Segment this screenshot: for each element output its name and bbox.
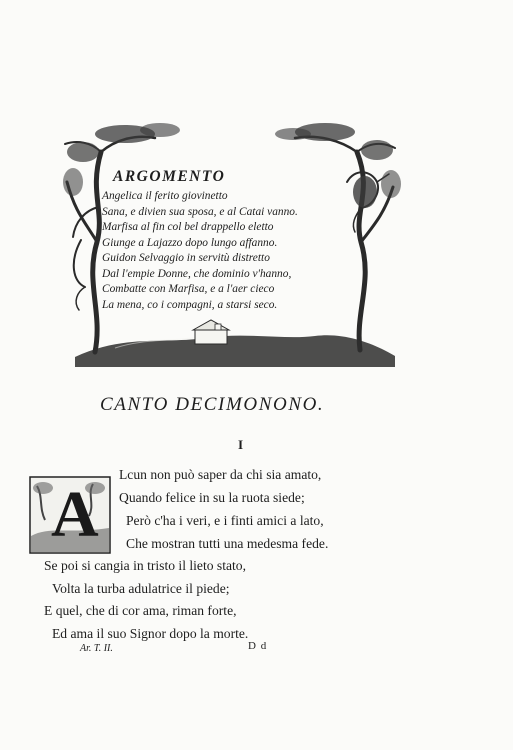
canto-title: CANTO DECIMONONO.	[100, 394, 325, 415]
argomento-title: ARGOMENTO	[113, 168, 226, 185]
verse-line: Se poi si cangia in tristo il lieto stato,	[44, 558, 246, 573]
signature-mark: Ar. T. II.	[80, 643, 113, 654]
verse-line: Che mostran tutti una medesma fede.	[126, 536, 329, 551]
argomento-line: La mena, co i compagni, a starsi seco.	[102, 298, 278, 311]
building-icon	[193, 320, 229, 344]
dropcap-ornament	[29, 476, 111, 554]
argomento-line: Sana, e divien sua sposa, e al Catai vanno.	[102, 205, 298, 218]
argomento-line: Angelica il ferito giovinetto	[102, 190, 228, 202]
argomento-text	[102, 189, 402, 313]
verse-line: Lcun non può saper da chi sia amato,	[119, 467, 322, 482]
argomento-line: Marfisa al fin col bel drappello eletto	[102, 221, 274, 233]
argomento-line: Guidon Selvaggio in servitù distretto	[102, 252, 270, 264]
stanza-number: I	[238, 437, 244, 452]
dropcap-letter: A	[51, 478, 99, 551]
verse-line: E quel, che di cor ama, riman forte,	[44, 603, 237, 618]
verse-line: Però c'ha i veri, e i finti amici a lato,	[126, 513, 324, 528]
argomento-line: Dal l'empie Donne, che dominio v'hanno,	[102, 267, 292, 280]
verse-line: Quando felice in su la ruota siede;	[119, 490, 305, 505]
verse-line: Ed ama il suo Signor dopo la morte.	[52, 626, 249, 641]
verse-line: Volta la turba adulatrice il piede;	[52, 581, 230, 596]
argomento-line: Giunge a Lajazzo dopo lungo affanno.	[102, 236, 278, 249]
argomento-line: Combatte con Marfisa, e a l'aer cieco	[102, 283, 275, 295]
gathering-mark: D d	[248, 640, 268, 652]
